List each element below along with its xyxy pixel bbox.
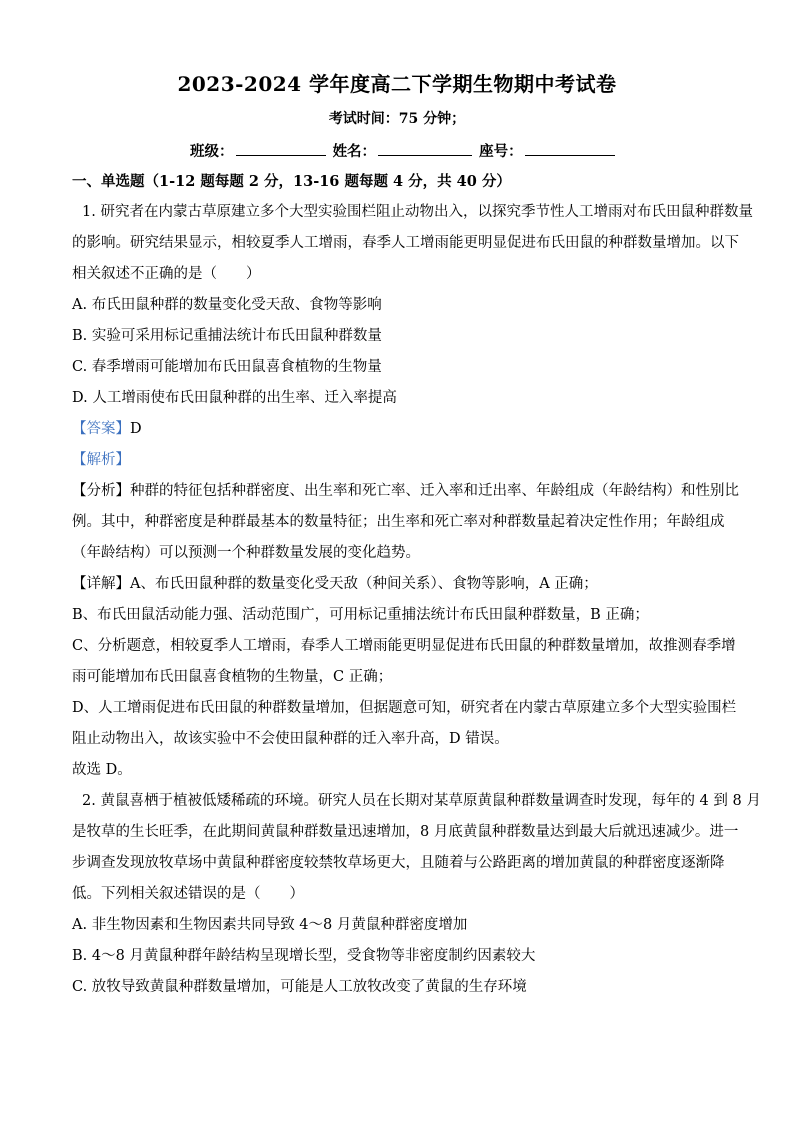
answer-value: D [130, 421, 142, 437]
explain-tag: 【解析】 [72, 452, 130, 468]
q1-analysis-line: 例。其中，种群密度是种群最基本的数量特征；出生率和死亡率对种群数量起着决定性作用；年龄组成 [72, 514, 725, 530]
detail-text: A、布氏田鼠种群的数量变化受天敌（种间关系）、食物等影响，A 正确； [130, 576, 598, 592]
class-blank[interactable] [236, 140, 326, 156]
name-blank[interactable] [378, 140, 472, 156]
q2-option-a: A. 非生物因素和生物因素共同导致 4～8 月黄鼠种群密度增加 [72, 917, 468, 933]
analysis-text: 种群的特征包括种群密度、出生率和死亡率、迁入率和迁出率、年龄组成（年龄结构）和性别比 [130, 483, 739, 499]
q1-option-b: B. 实验可采用标记重捕法统计布氏田鼠种群数量 [72, 328, 382, 344]
exam-time: 考试时间：75 分钟； [328, 111, 466, 127]
q1-conclusion: 故选 D。 [72, 762, 132, 778]
q2-option-b: B. 4～8 月黄鼠种群年龄结构呈现增长型，受食物等非密度制约因素较大 [72, 948, 536, 964]
q1-detail-line: B、布氏田鼠活动能力强、活动范围广，可用标记重捕法统计布氏田鼠种群数量，B 正确； [72, 607, 649, 623]
q1-analysis-line: （年龄结构）可以预测一个种群数量发展的变化趋势。 [72, 545, 420, 561]
q1-detail-line: 阻止动物出入，故该实验中不会使田鼠种群的迁入率升高，D 错误。 [72, 731, 509, 747]
section-title: 一、单选题（1-12 题每题 2 分，13-16 题每题 4 分，共 40 分） [72, 173, 511, 190]
q1-stem-line: 1. 研究者在内蒙古草原建立多个大型实验围栏阻止动物出入，以探究季节性人工增雨对布氏田鼠种群数量 [82, 204, 753, 220]
detail-tag: 【详解】 [72, 576, 130, 592]
q1-answer [72, 419, 732, 439]
q2-stem-line: 2. 黄鼠喜栖于植被低矮稀疏的环境。研究人员在长期对某草原黄鼠种群数量调查时发现，每年的 4 到 8 月 [82, 793, 761, 809]
q2-stem-line: 低。下列相关叙述错误的是（ ） [72, 886, 304, 902]
answer-tag: 【答案】 [72, 421, 130, 437]
q2-stem-line: 是牧草的生长旺季，在此期间黄鼠种群数量迅速增加，8 月底黄鼠种群数量达到最大后就迅速减少。进一 [72, 824, 739, 840]
q1-detail-line [72, 574, 732, 594]
q1-option-a: A. 布氏田鼠种群的数量变化受天敌、食物等影响 [72, 297, 382, 313]
q1-option-d: D. 人工增雨使布氏田鼠种群的出生率、迁入率提高 [72, 390, 397, 406]
class-label: 班级： [190, 143, 234, 160]
q1-detail-line: D、人工增雨促进布氏田鼠的种群数量增加，但据题意可知，研究者在内蒙古草原建立多个大型实验围栏 [72, 700, 737, 716]
seat-blank[interactable] [525, 140, 615, 156]
q1-explain-tag [72, 450, 732, 470]
q2-option-c: C. 放牧导致黄鼠种群数量增加，可能是人工放牧改变了黄鼠的生存环境 [72, 979, 527, 995]
seat-label: 座号： [479, 143, 523, 160]
analysis-tag: 【分析】 [72, 483, 130, 499]
q1-analysis-line [72, 481, 739, 501]
q2-stem-line: 步调查发现放牧草场中黄鼠种群密度较禁牧草场更大，且随着与公路距离的增加黄鼠的种群密度逐渐降 [72, 855, 725, 871]
q1-detail-line: 雨可能增加布氏田鼠喜食植物的生物量，C 正确； [72, 669, 393, 685]
exam-title: 2023-2024 学年度高二下学期生物期中考试卷 [177, 72, 617, 96]
q1-stem-line: 相关叙述不正确的是（ ） [72, 266, 261, 282]
q1-option-c: C. 春季增雨可能增加布氏田鼠喜食植物的生物量 [72, 359, 382, 375]
q1-detail-line: C、分析题意，相较夏季人工增雨，春季人工增雨能更明显促进布氏田鼠的种群数量增加，故推测春季增 [72, 638, 736, 654]
name-label: 姓名： [332, 143, 377, 160]
q1-stem-line: 的影响。研究结果显示，相较夏季人工增雨，春季人工增雨能更明显促进布氏田鼠的种群数量增加。以下 [72, 235, 739, 251]
student-info-line [190, 140, 617, 161]
